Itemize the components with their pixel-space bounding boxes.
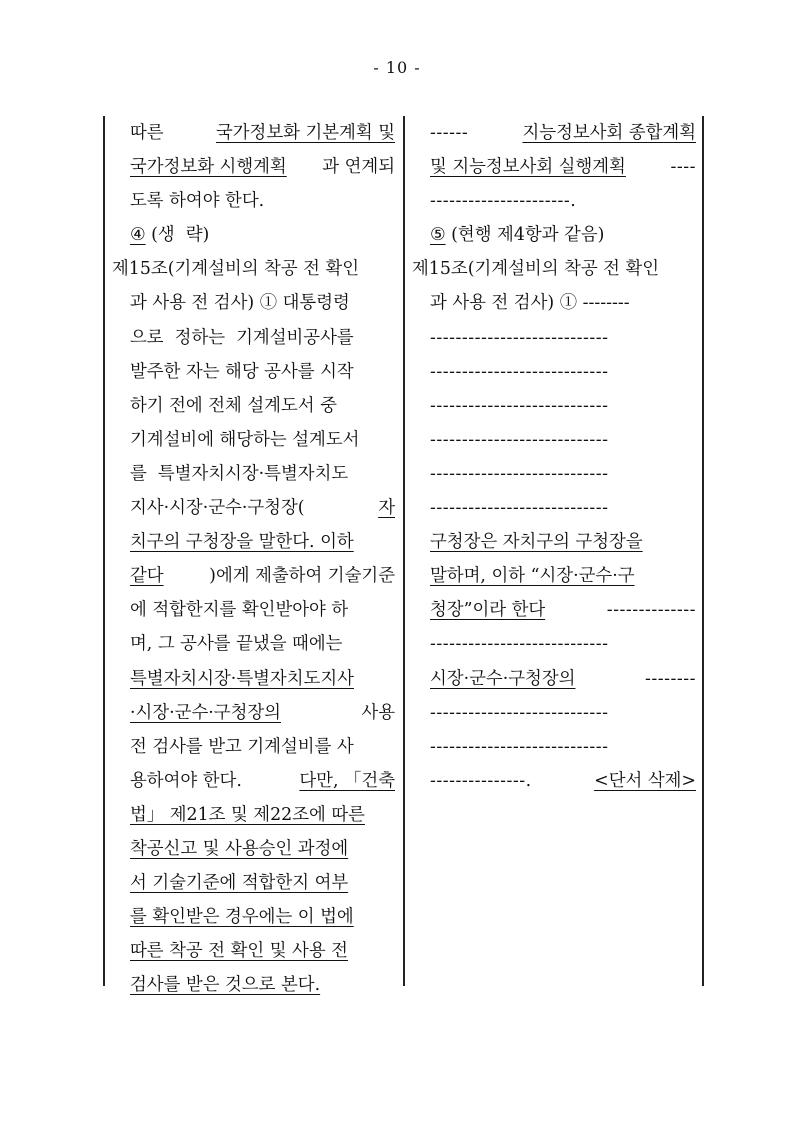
text-line (130, 730, 395, 764)
text-segment: 과 사용 전 검사) ① -------- (430, 293, 630, 314)
amended-text: 같다 (130, 566, 164, 587)
text-segment: 하기 전에 전체 설계도서 중 (130, 395, 337, 416)
text-line (130, 934, 395, 968)
text-segment: 며, 그 공사를 끝냈을 때에는 (130, 634, 343, 655)
text-segment: ---------------------------- (430, 327, 609, 348)
text-line (430, 457, 696, 491)
text-segment: 발주한 자는 해당 공사를 시작 (130, 361, 354, 382)
text-line (130, 593, 395, 627)
text-segment: 에 적합한지를 확인받아야 하 (130, 600, 349, 621)
column-divider-line (403, 116, 405, 986)
text-line (430, 559, 696, 593)
text-line (430, 696, 696, 730)
text-segment: -------------- (606, 600, 696, 621)
text-line (130, 423, 395, 457)
amended-text: 청장”이라 한다 (430, 600, 546, 621)
amended-text: 따른 착공 전 확인 및 사용 전 (130, 941, 348, 962)
amended-text: 서 기술기준에 적합한지 여부 (130, 873, 349, 894)
text-line (130, 832, 395, 866)
amended-text: 착공신고 및 사용승인 과정에 (130, 838, 349, 859)
text-segment: 과 사용 전 검사) ① 대통령령 (130, 293, 350, 314)
current-law-column (112, 116, 395, 1002)
text-segment: -------- (644, 668, 696, 689)
amended-text: 말하며, 이하 “시장·군수·구 (430, 566, 635, 587)
text-segment: 사용 (350, 702, 395, 723)
text-segment: 용하여야 한다. (130, 770, 248, 791)
text-line (130, 866, 395, 900)
text-line (130, 457, 395, 491)
amended-text: ④ (130, 225, 146, 246)
text-segment: 지사·시장·군수·구청장( (130, 498, 305, 519)
text-line (430, 730, 696, 764)
text-line (430, 150, 696, 184)
text-line (130, 525, 395, 559)
amended-text: 및 지능정보사회 실행계획 (430, 157, 626, 178)
amended-text: 특별자치시장·특별자치도지사 (130, 668, 354, 689)
text-line (430, 593, 696, 627)
text-line (130, 491, 395, 525)
text-line (130, 764, 395, 798)
text-segment: (생 략) (145, 225, 210, 246)
amendment-column (412, 116, 696, 798)
text-line (130, 559, 395, 593)
text-segment: ------ (430, 123, 469, 143)
text-segment: 제15조(기계설비의 착공 전 확인 (112, 259, 360, 280)
amended-text: ⑤ (430, 225, 446, 246)
text-segment: ---------------------------- (430, 361, 609, 382)
text-line (130, 218, 395, 252)
text-segment: 기계설비에 해당하는 설계도서 (130, 429, 360, 450)
amended-text: ·시장·군수·구청장의 (130, 702, 281, 723)
right-border-line (702, 116, 704, 986)
text-line (412, 252, 696, 286)
text-segment: 으로 정하는 기계설비공사를 (130, 327, 354, 348)
text-line (430, 423, 696, 457)
text-segment: 전 검사를 받고 기계설비를 사 (130, 736, 354, 757)
text-line (430, 321, 696, 355)
text-segment: ---------------------------- (430, 429, 609, 450)
amended-text: 국가정보화 시행계획 (130, 157, 287, 178)
text-line (130, 116, 395, 150)
amended-text: 법」 제21조 및 제22조에 따른 (130, 804, 365, 825)
text-line (130, 355, 395, 389)
text-segment: ----------------------. (430, 191, 577, 212)
amended-text: 자 (378, 498, 395, 519)
text-segment: (현행 제4항과 같음) (445, 225, 605, 246)
text-segment: ---- (670, 157, 696, 178)
text-line (130, 184, 395, 218)
amended-text: 다만, 「건축 (299, 770, 395, 791)
text-segment: 도록 하여야 한다. (130, 191, 265, 212)
text-segment: )에게 제출하여 기술기준 (209, 566, 395, 587)
text-line (130, 798, 395, 832)
left-border-line (103, 116, 105, 986)
text-line (130, 627, 395, 661)
amended-text: <단서 삭제> (594, 770, 696, 791)
text-line (130, 968, 395, 1002)
page-number: - 10 - (373, 58, 421, 77)
amended-text: 치구의 구청장을 말한다. 이하 (130, 532, 354, 553)
text-line (430, 286, 696, 320)
amended-text: 국가정보화 기본계획 및 (215, 123, 395, 143)
text-segment: 제15조(기계설비의 착공 전 확인 (412, 259, 660, 280)
text-line (430, 218, 696, 252)
text-line (130, 662, 395, 696)
amended-text: 를 확인받은 경우에는 이 법에 (130, 907, 354, 928)
text-line (430, 491, 696, 525)
text-line (430, 184, 696, 218)
text-segment: ---------------------------- (430, 395, 609, 416)
amended-text: 지능정보사회 종합계획 (522, 123, 696, 143)
text-segment: ---------------------------- (430, 634, 609, 655)
amended-text: 시장·군수·구청장의 (430, 668, 576, 689)
text-line (130, 150, 395, 184)
text-line (130, 286, 395, 320)
text-line (430, 764, 696, 798)
text-line (130, 321, 395, 355)
text-line (130, 696, 395, 730)
text-line (130, 389, 395, 423)
text-segment: ---------------------------- (430, 463, 609, 484)
text-segment: ---------------. (430, 770, 538, 791)
text-line (430, 627, 696, 661)
amended-text: 구청장은 자치구의 구청장을 (430, 532, 643, 553)
text-line (430, 116, 696, 150)
text-segment: ---------------------------- (430, 736, 609, 757)
text-segment: 를 특별자치시장·특별자치도 (130, 463, 349, 484)
text-line (430, 355, 696, 389)
text-line (130, 900, 395, 934)
text-segment: 과 연계되 (322, 157, 395, 178)
text-line (430, 389, 696, 423)
text-segment: ---------------------------- (430, 498, 609, 519)
amended-text: 검사를 받은 것으로 본다. (130, 975, 321, 996)
text-segment: 따른 (130, 123, 170, 143)
text-line (430, 525, 696, 559)
text-line (430, 662, 696, 696)
text-segment: ---------------------------- (430, 702, 609, 723)
text-line (112, 252, 395, 286)
